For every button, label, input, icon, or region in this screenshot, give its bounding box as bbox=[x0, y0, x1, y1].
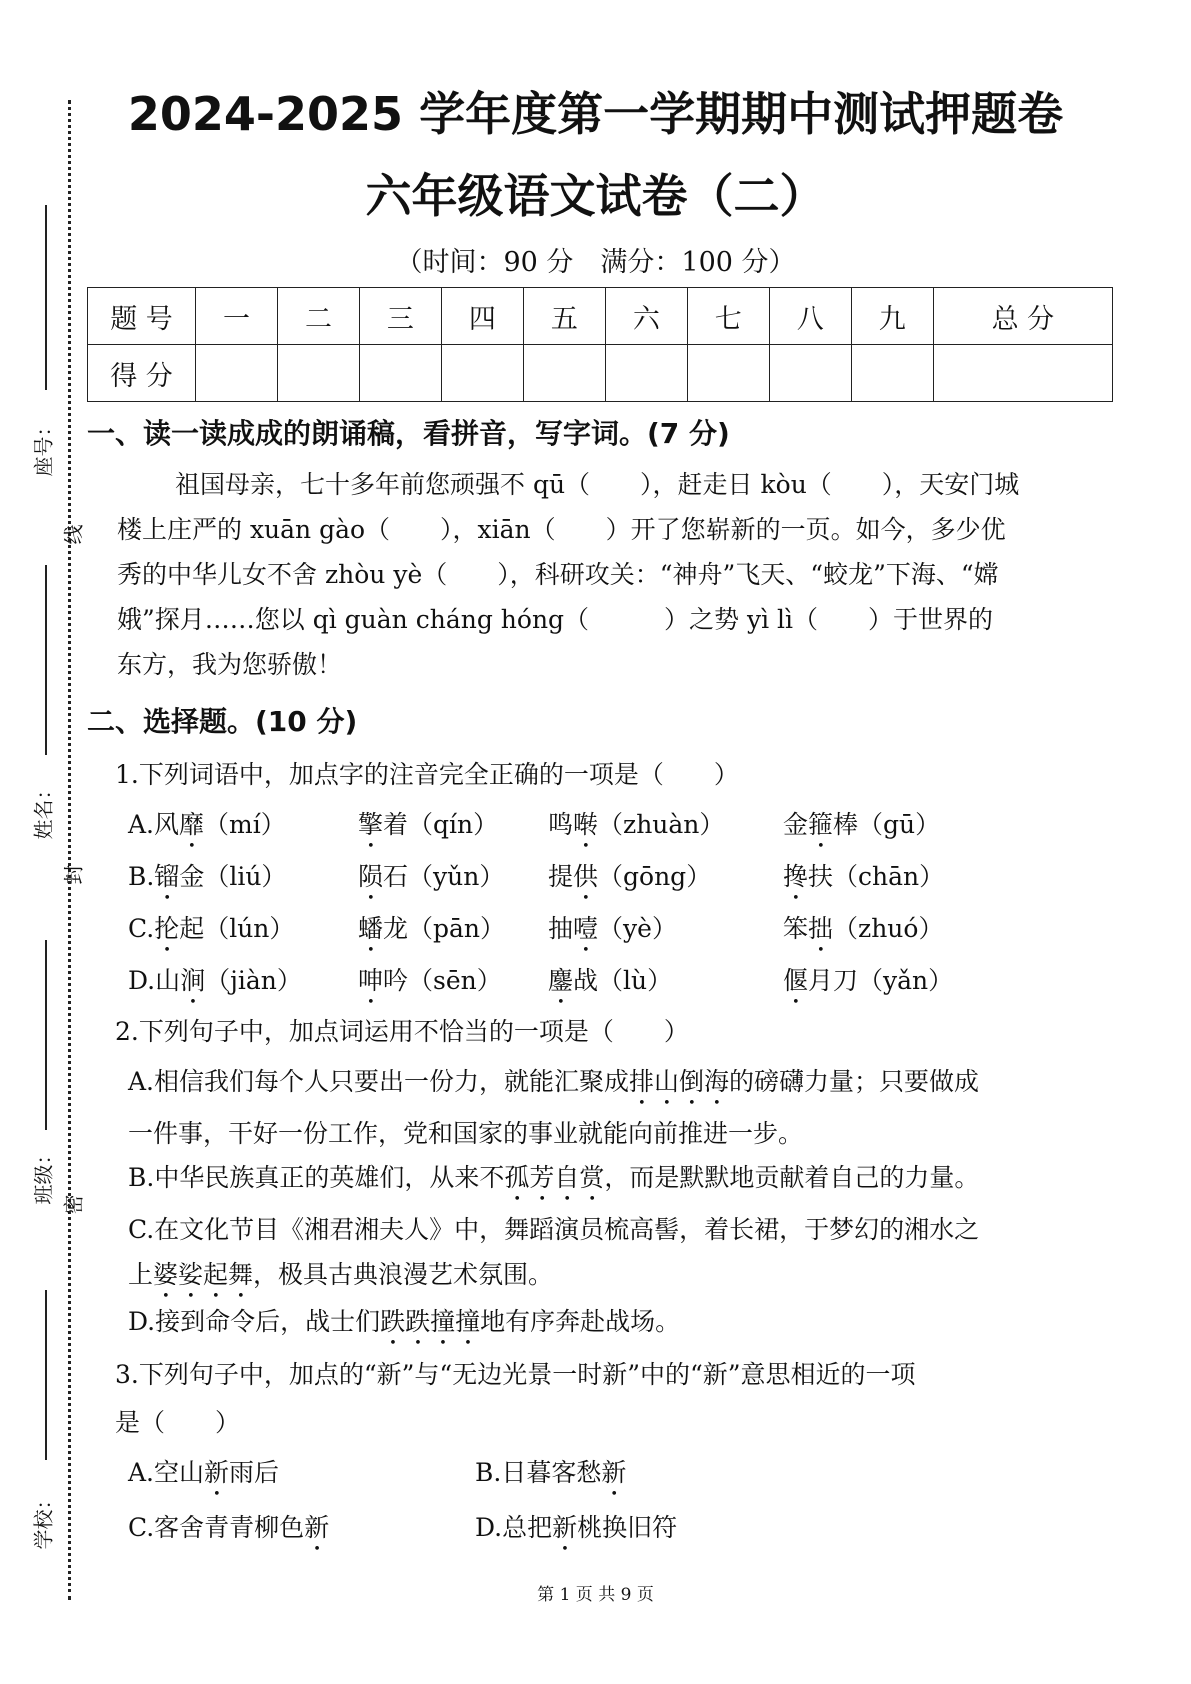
text: A. bbox=[128, 810, 155, 839]
score-cell[interactable] bbox=[605, 345, 687, 402]
q1-option-item[interactable] bbox=[128, 857, 286, 906]
text: （gōng） bbox=[598, 862, 712, 891]
text: 棒（gū） bbox=[833, 810, 941, 839]
para-line: 楼上庄严的 xuān gào（ ），xiān（ ）开了您崭新的一页。如今，多少优 bbox=[117, 515, 1006, 544]
text: 吟（sēn） bbox=[383, 966, 502, 995]
text: 桃换旧符 bbox=[577, 1513, 678, 1542]
q1-option-item bbox=[783, 909, 943, 958]
q1-option-item bbox=[783, 961, 953, 1010]
table-header-cell: 总 分 bbox=[933, 288, 1112, 345]
table-header-cell: 四 bbox=[441, 288, 523, 345]
text: 石（yǔn） bbox=[383, 862, 505, 891]
score-cell[interactable] bbox=[441, 345, 523, 402]
q2-option-c[interactable]: C.在文化节目《湘君湘夫人》中，舞蹈演员梳高髻，着长裙，于梦幻的湘水之 bbox=[128, 1215, 980, 1244]
text: B. bbox=[128, 862, 155, 891]
class-underline bbox=[45, 940, 47, 1130]
text: B.中华民族真正的英雄们，从来不 bbox=[128, 1163, 505, 1192]
text: 山 bbox=[155, 966, 181, 995]
dotted-word: 排山倒海 bbox=[629, 1067, 730, 1096]
text: 起（lún） bbox=[179, 914, 295, 943]
dotted-char: 新 bbox=[552, 1513, 578, 1542]
score-cell[interactable] bbox=[359, 345, 441, 402]
dotted-char: 靡 bbox=[179, 810, 205, 839]
q2-option-c-cont bbox=[128, 1255, 553, 1304]
score-cell[interactable] bbox=[687, 345, 769, 402]
text: A.相信我们每个人只要出一份力，就能汇聚成 bbox=[128, 1067, 630, 1096]
para-line: 娥”探月……您以 qì guàn cháng hóng（ ）之势 yì lì（ ）于世界的 bbox=[117, 605, 994, 634]
text: （zhuàn） bbox=[598, 810, 725, 839]
text: A.空山 bbox=[128, 1458, 205, 1487]
dotted-char: 鏖 bbox=[548, 966, 574, 995]
score-cell[interactable] bbox=[851, 345, 933, 402]
q3-stem-cont: 是（ ） bbox=[115, 1408, 241, 1437]
dotted-char: 噎 bbox=[573, 914, 599, 943]
text: 龙（pān） bbox=[383, 914, 506, 943]
seal-char-mi: 密 bbox=[61, 1194, 86, 1215]
dotted-word: 婆娑起舞 bbox=[153, 1260, 254, 1289]
q1-option-item[interactable] bbox=[128, 909, 294, 958]
text: 上 bbox=[128, 1260, 154, 1289]
dotted-char: 新 bbox=[601, 1458, 627, 1487]
table-header-cell: 七 bbox=[687, 288, 769, 345]
q1-option-item bbox=[548, 961, 672, 1010]
table-header-cell: 一 bbox=[196, 288, 278, 345]
text: 金 bbox=[783, 810, 809, 839]
q3-option[interactable] bbox=[475, 1508, 677, 1557]
table-header-cell: 题 号 bbox=[88, 288, 196, 345]
dotted-char: 蟠 bbox=[358, 914, 384, 943]
text: ，极具古典浪漫艺术氛围。 bbox=[253, 1260, 554, 1289]
school-label: 学校： bbox=[31, 1489, 56, 1550]
text: 着（qín） bbox=[383, 810, 499, 839]
q1-option-item bbox=[358, 909, 505, 958]
dotted-char: 擎 bbox=[358, 810, 384, 839]
q2-option-d[interactable] bbox=[128, 1302, 680, 1351]
binding-dotted-line bbox=[68, 100, 71, 1600]
q1-option-item bbox=[783, 857, 944, 906]
text: C.客舍青青柳色 bbox=[128, 1513, 305, 1542]
text: 雨后 bbox=[229, 1458, 280, 1487]
exam-title: 2024-2025 学年度第一学期期中测试押题卷 bbox=[127, 87, 1064, 141]
text: 战（lù） bbox=[573, 966, 673, 995]
text: D. bbox=[128, 966, 156, 995]
q3-option[interactable] bbox=[128, 1453, 279, 1502]
q1-option-item bbox=[548, 857, 711, 906]
table-header-cell: 六 bbox=[605, 288, 687, 345]
q3-stem: 3.下列句子中，加点的“新”与“无边光景一时新”中的“新”意思相近的一项 bbox=[115, 1360, 916, 1389]
q1-option-item[interactable] bbox=[128, 805, 286, 854]
dotted-char: 陨 bbox=[358, 862, 384, 891]
text: （mí） bbox=[204, 810, 286, 839]
text: D.接到命令后，战士们 bbox=[128, 1307, 381, 1336]
school-underline bbox=[45, 1290, 47, 1460]
seal-char-feng: 封 bbox=[61, 864, 86, 885]
exam-subtitle: 六年级语文试卷（二） bbox=[365, 169, 826, 223]
seal-char-xian: 线 bbox=[61, 524, 86, 545]
text: 地有序奔赴战场。 bbox=[480, 1307, 681, 1336]
text: （jiàn） bbox=[205, 966, 302, 995]
table-header-cell: 九 bbox=[851, 288, 933, 345]
text: D.总把 bbox=[475, 1513, 553, 1542]
score-cell[interactable] bbox=[523, 345, 605, 402]
table-header-cell: 八 bbox=[769, 288, 851, 345]
table-header-cell: 二 bbox=[277, 288, 359, 345]
text: 月刀（yǎn） bbox=[808, 966, 954, 995]
dotted-char: 抡 bbox=[154, 914, 180, 943]
para-line: 秀的中华儿女不舍 zhòu yè（ ），科研攻关：“神舟”飞天、“蛟龙”下海、“嫦 bbox=[117, 560, 999, 589]
dotted-char: 镏 bbox=[154, 862, 180, 891]
text: 扶（chān） bbox=[808, 862, 945, 891]
dotted-char: 啭 bbox=[573, 810, 599, 839]
q1-option-item[interactable] bbox=[128, 961, 302, 1010]
score-table bbox=[87, 287, 1113, 402]
score-cell[interactable] bbox=[277, 345, 359, 402]
para-line: 东方，我为您骄傲！ bbox=[117, 650, 343, 679]
q1-option-item bbox=[548, 909, 677, 958]
table-header-cell: 五 bbox=[523, 288, 605, 345]
q2-option-b[interactable] bbox=[128, 1158, 979, 1207]
text: C. bbox=[128, 914, 155, 943]
dotted-char: 拙 bbox=[808, 914, 834, 943]
q1-option-item bbox=[358, 805, 498, 854]
dotted-char: 偃 bbox=[783, 966, 809, 995]
dotted-char: 新 bbox=[304, 1513, 330, 1542]
text: ，而是默默地贡献着自己的力量。 bbox=[604, 1163, 980, 1192]
q1-option-item bbox=[783, 805, 940, 854]
text: 金（liú） bbox=[179, 862, 287, 891]
seat-label: 座号： bbox=[31, 416, 56, 477]
dotted-char: 供 bbox=[573, 862, 599, 891]
score-cell[interactable] bbox=[196, 345, 278, 402]
text: （yè） bbox=[598, 914, 677, 943]
exam-info: （时间：90 分 满分：100 分） bbox=[395, 247, 796, 278]
dotted-char: 箍 bbox=[808, 810, 834, 839]
q3-option[interactable] bbox=[128, 1508, 329, 1557]
text: 笨 bbox=[783, 914, 809, 943]
text: B.日暮客愁 bbox=[475, 1458, 602, 1487]
dotted-word: 跌跌撞撞 bbox=[380, 1307, 481, 1336]
para-line: 祖国母亲，七十多年前您顽强不 qū（ ），赶走日 kòu（ ），天安门城 bbox=[175, 470, 1020, 499]
q2-option-a[interactable] bbox=[128, 1062, 979, 1111]
q1-option-item bbox=[358, 961, 502, 1010]
q1-option-item bbox=[548, 805, 724, 854]
text: 鸣 bbox=[548, 810, 574, 839]
dotted-char: 搀 bbox=[783, 862, 809, 891]
dotted-char: 新 bbox=[204, 1458, 230, 1487]
class-label: 班级： bbox=[31, 1144, 56, 1205]
dotted-word: 孤芳自赏 bbox=[504, 1163, 605, 1192]
text: 抽 bbox=[548, 914, 574, 943]
text: 风 bbox=[154, 810, 180, 839]
q1-stem: 1.下列词语中，加点字的注音完全正确的一项是（ ） bbox=[115, 760, 739, 789]
name-underline bbox=[45, 565, 47, 755]
seat-underline bbox=[45, 205, 47, 390]
section1-heading: 一、读一读成成的朗诵稿，看拼音，写字词。(7 分) bbox=[87, 417, 730, 450]
page-footer: 第 1 页 共 9 页 bbox=[537, 1585, 654, 1605]
dotted-char: 呻 bbox=[358, 966, 384, 995]
text: （zhuó） bbox=[833, 914, 944, 943]
q2-option-a-cont: 一件事，干好一份工作，党和国家的事业就能向前推进一步。 bbox=[128, 1119, 804, 1148]
text: 的磅礴力量；只要做成 bbox=[729, 1067, 980, 1096]
text: 提 bbox=[548, 862, 574, 891]
score-cell[interactable] bbox=[933, 345, 1112, 402]
table-header-cell: 三 bbox=[359, 288, 441, 345]
score-row-label: 得 分 bbox=[88, 345, 196, 402]
score-cell[interactable] bbox=[769, 345, 851, 402]
dotted-char: 涧 bbox=[180, 966, 206, 995]
q2-stem: 2.下列句子中，加点词运用不恰当的一项是（ ） bbox=[115, 1017, 689, 1046]
q1-option-item bbox=[358, 857, 504, 906]
q3-option[interactable] bbox=[475, 1453, 626, 1502]
section2-heading: 二、选择题。(10 分) bbox=[87, 705, 358, 738]
name-label: 姓名： bbox=[31, 779, 56, 840]
